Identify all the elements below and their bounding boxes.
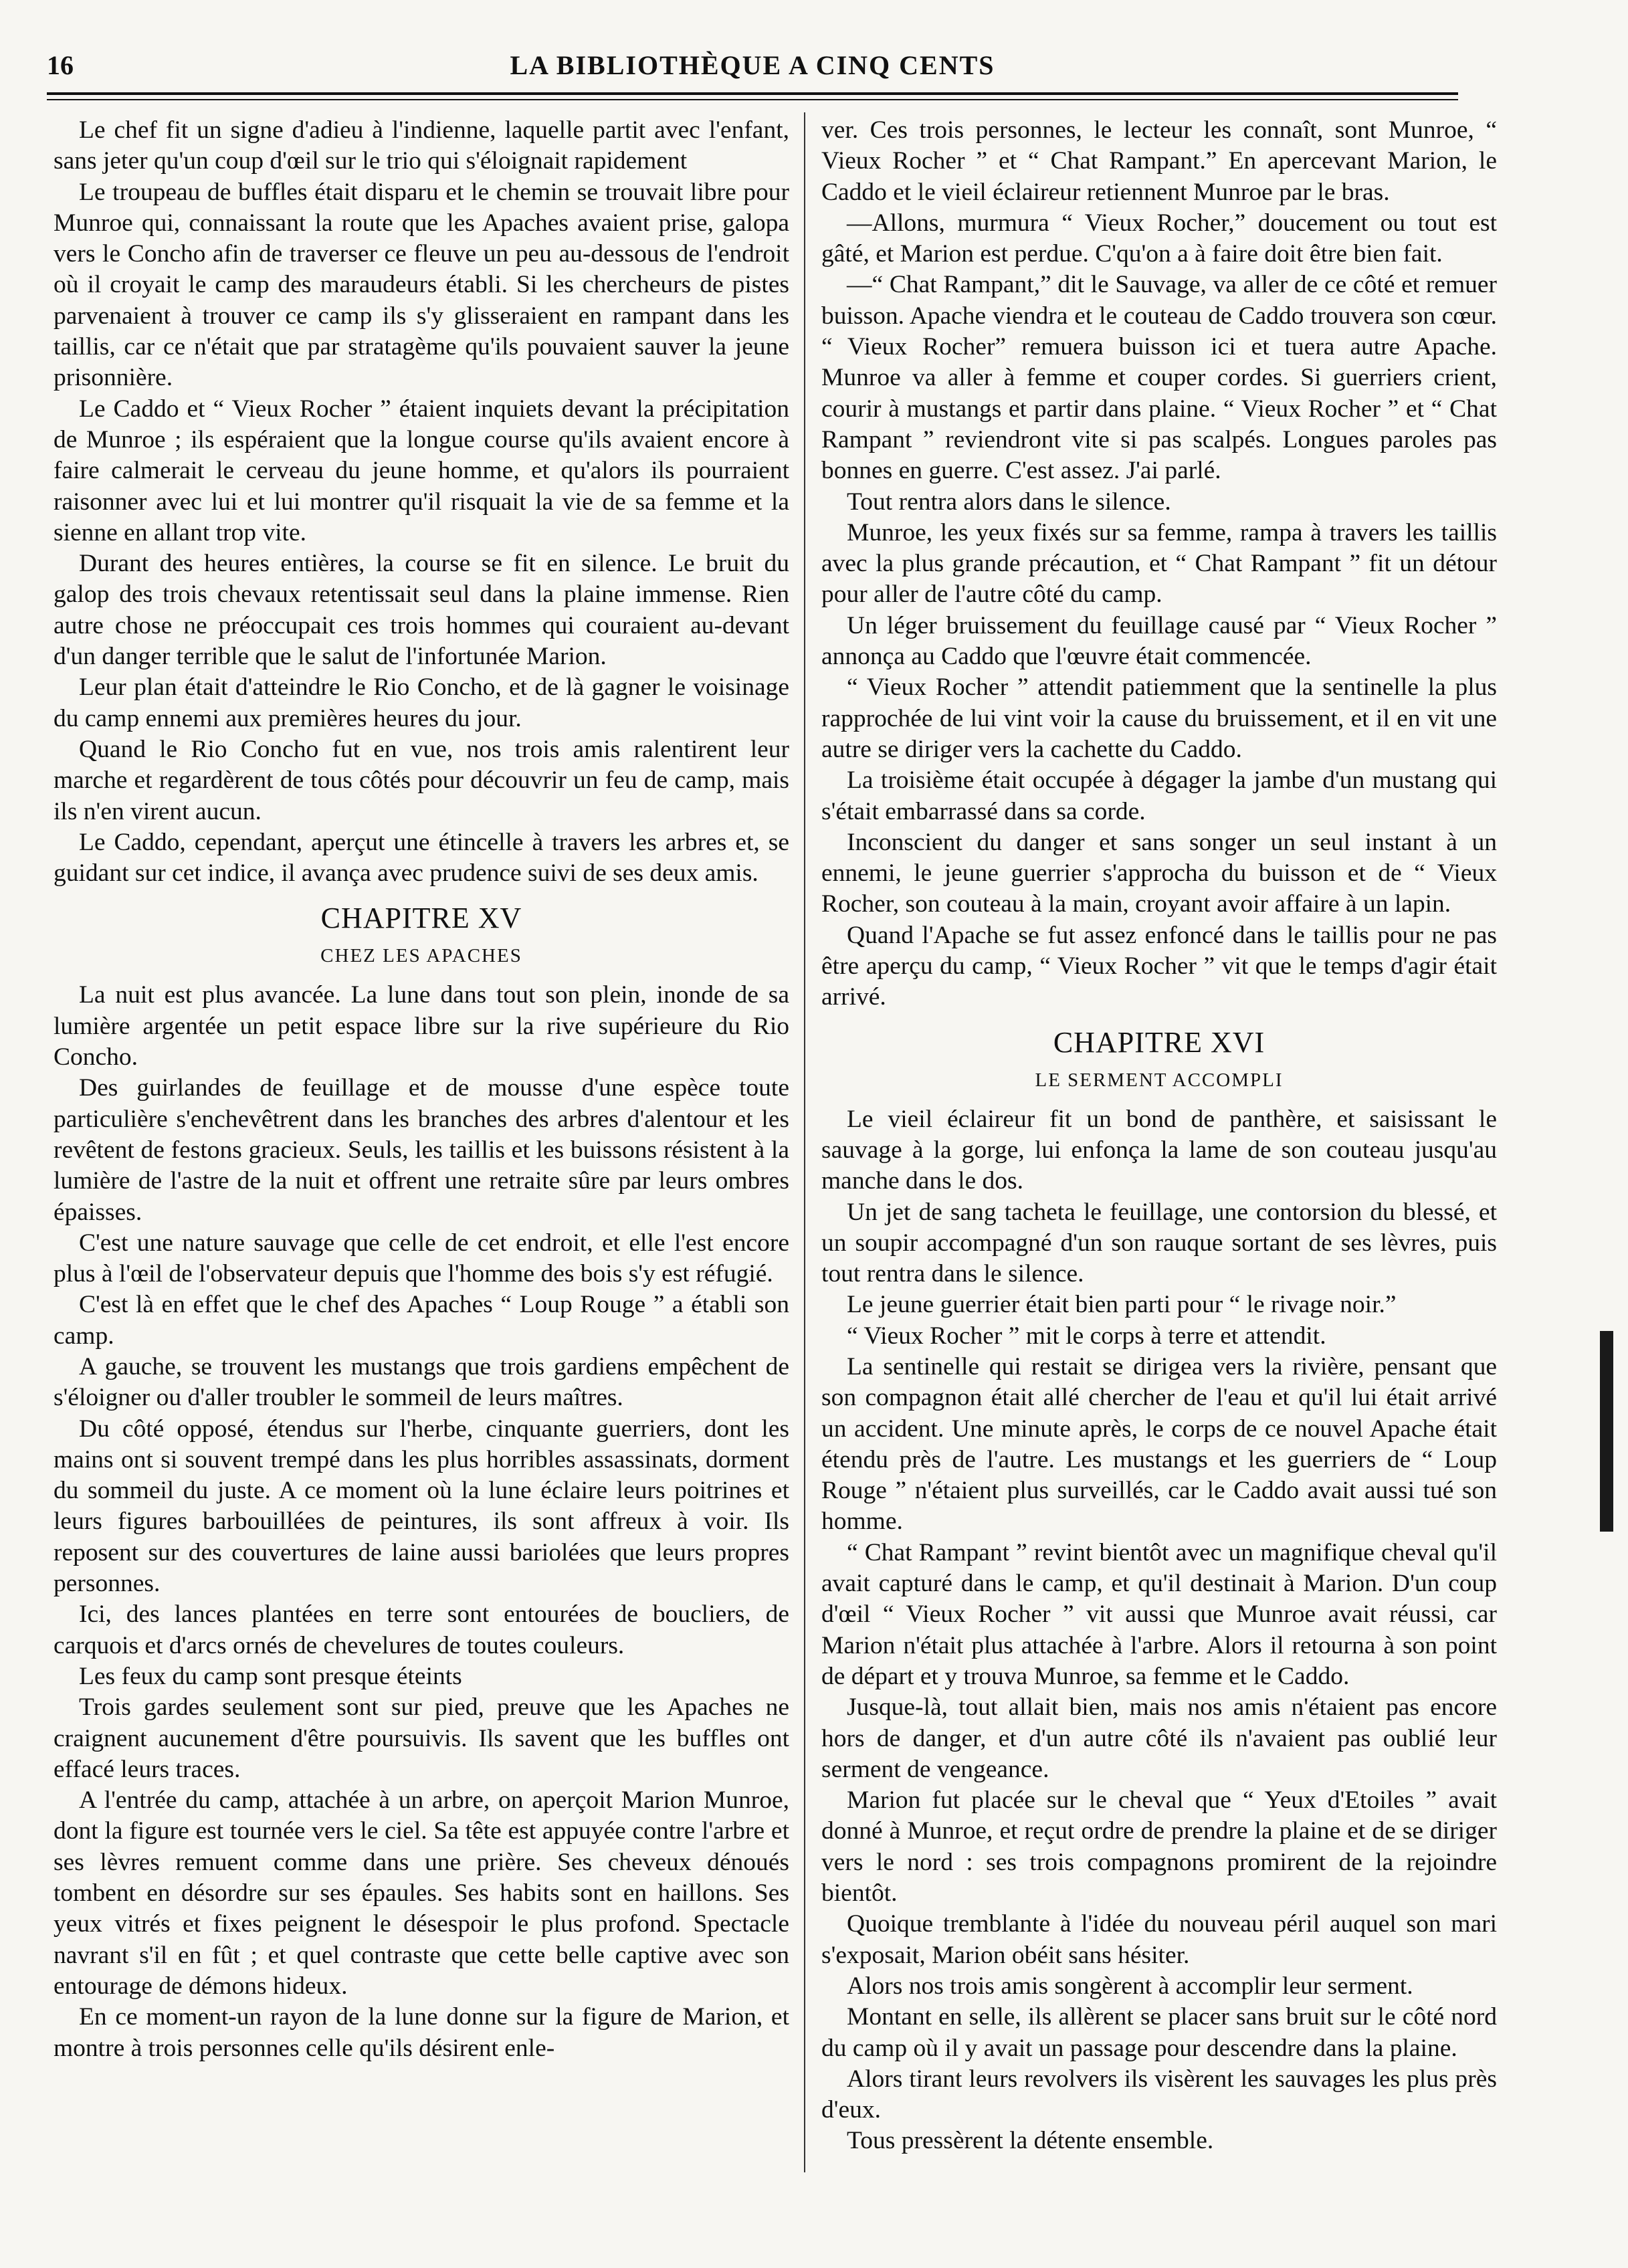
header-rule-thick: [47, 92, 1458, 95]
column-divider: [804, 112, 805, 2172]
paragraph: Le Caddo, cependant, aperçut une étincelle à travers les arbres et, se guidant sur cet indice, il avança avec prudence suivi de ses deux amis.: [54, 828, 789, 888]
paragraph: Ici, des lances plantées en terre sont entourées de boucliers, de carquois et d'arcs ornés de chevelures de toutes couleurs.: [54, 1601, 789, 1659]
page-number: 16: [47, 50, 74, 80]
paragraph: —“ Chat Rampant,” dit le Sauvage, va aller de ce côté et remuer buisson. Apache viendra et le couteau de Caddo trouvera son cœur. “ Vieux Rocher” remuera buisson ici et tuera autre Apache. Munroe va aller à femme et couper cordes. Si guerriers crient, courir à mustangs et partir dans plaine. “ Vieux Rocher ” et “ Chat Rampant ” reviendront vite si pas scalpés. Longues paroles pas bonnes en guerre. C'est assez. J'ai parlé.: [821, 271, 1497, 485]
paragraph: C'est là en effet que le chef des Apaches “ Loup Rouge ” a établi son camp.: [54, 1291, 789, 1350]
chapter-subtitle: CHEZ LES APACHES: [320, 945, 522, 967]
header-rule-thin: [47, 99, 1458, 100]
chapter-title: CHAPITRE XV: [320, 902, 522, 935]
paragraph: A gauche, se trouvent les mustangs que trois gardiens empêchent de s'éloigner ou d'aller troubler le sommeil de leurs maîtres.: [54, 1352, 789, 1412]
paragraph: Le chef fit un signe d'adieu à l'indienne, laquelle partit avec l'enfant, sans jeter qu'un coup d'œil sur le trio qui s'éloignait rapidement: [54, 116, 789, 175]
paragraph: Le troupeau de buffles était disparu et le chemin se trouvait libre pour Munroe qui, connaissant la route que les Apaches avaient prise, galopa vers le Concho afin de traverser ce fleuve un peu au-dessous de l'endroit où il croyait le camp des maraudeurs établi. Si les chercheurs de pistes parvenaient à trouver ce camp ils s'y glisseraient en rampant dans les taillis, car ce n'était que par stratagème qu'ils pouvaient sauver la jeune prisonnière.: [54, 178, 789, 392]
paragraph: La troisième était occupée à dégager la jambe d'un mustang qui s'était embarrassé dans sa corde.: [821, 766, 1497, 825]
paragraph: “ Chat Rampant ” revint bientôt avec un magnifique cheval qu'il avait capturé dans le camp, et qu'il destinait à Marion. D'un coup d'œil “ Vieux Rocher ” vit aussi que Munroe avait réussi, car Marion n'était plus attachée à l'arbre. Alors il retourna à son point de départ et y trouva Munroe, sa femme et le Caddo.: [821, 1538, 1497, 1690]
paragraph: Tout rentra alors dans le silence.: [847, 488, 1171, 516]
paragraph: A l'entrée du camp, attachée à un arbre, on aperçoit Marion Munroe, dont la figure est tournée vers le ciel. Sa tête est appuyée contre l'arbre et ses lèvres remuent comme dans une prière. Ses cheveux dénoués tombent en désordre sur ses épaules. Ses habits sont en haillons. Ses yeux vitrés et fixes peignent le désespoir le plus profond. Spectacle navrant s'il en fût ; et quel contraste que cette belle captive avec son entourage de démons hideux.: [54, 1786, 789, 2000]
left-column: [54, 115, 789, 2175]
paragraph: Le jeune guerrier était bien parti pour “ le rivage noir.”: [847, 1291, 1397, 1319]
paragraph: Du côté opposé, étendus sur l'herbe, cinquante guerriers, dont les mains ont si souvent trempé dans les plus horribles assassinats, dorment du sommeil du juste. A ce moment où la lune éclaire leurs poitrines et leurs figures barbouillées de peintures, ils sont affreux à voir. Ils reposent sur des couvertures de laine aussi bariolées que leurs propres personnes.: [54, 1415, 789, 1598]
paragraph: Marion fut placée sur le cheval que “ Yeux d'Etoiles ” avait donné à Munroe, et reçut ordre de prendre la plaine et de se diriger vers le nord : ses trois compagnons promirent de la rejoindre bientôt.: [821, 1786, 1497, 1908]
paragraph: Trois gardes seulement sont sur pied, preuve que les Apaches ne craignent aucunement d'être poursuivis. Ils savent que les buffles ont effacé leurs traces.: [54, 1693, 789, 1783]
paragraph: Le Caddo et “ Vieux Rocher ” étaient inquiets devant la précipitation de Munroe ; ils espéraient que la longue course qu'ils avaient encore à faire calmerait le cerveau du jeune homme, et qu'alors ils pourraient raisonner avec lui et lui montrer qu'il risquait la vie de sa femme et la sienne en allant trop vite.: [54, 395, 789, 546]
scan-edge-mark: [1600, 1331, 1613, 1532]
paragraph: —Allons, murmura “ Vieux Rocher,” doucement ou tout est gâté, et Marion est perdue. C'qu'on a à faire doit être bien fait.: [821, 209, 1497, 268]
paragraph: ver. Ces trois personnes, le lecteur les connaît, sont Munroe, “ Vieux Rocher ” et “ Chat Rampant.” En apercevant Marion, le Caddo et le vieil éclaireur retiennent Munroe par le bras.: [821, 116, 1497, 206]
paragraph: Un léger bruissement du feuillage causé par “ Vieux Rocher ” annonça au Caddo que l'œuvre était commencée.: [821, 611, 1497, 671]
paragraph: La nuit est plus avancée. La lune dans tout son plein, inonde de sa lumière argentée un petit espace libre sur la rive supérieure du Rio Concho.: [54, 981, 789, 1071]
paragraph: Le vieil éclaireur fit un bond de panthère, et saisissant le sauvage à la gorge, lui enfonça la lame de son couteau jusqu'au manche dans le dos.: [821, 1105, 1497, 1195]
paragraph: “ Vieux Rocher ” attendit patiemment que la sentinelle la plus rapprochée de lui vint voir la cause du bruissement, et il en vit une autre se diriger vers la cachette du Caddo.: [821, 674, 1497, 763]
paragraph: Jusque-là, tout allait bien, mais nos amis n'étaient pas encore hors de danger, et d'un autre côté ils n'avaient pas oublié leur serment de vengeance.: [821, 1693, 1497, 1783]
paragraph: Quand l'Apache se fut assez enfoncé dans le taillis pour ne pas être aperçu du camp, “ Vieux Rocher ” vit que le temps d'agir était arrivé.: [821, 921, 1497, 1011]
paragraph: Tous pressèrent la détente ensemble.: [847, 2127, 1214, 2155]
paragraph: “ Vieux Rocher ” mit le corps à terre et attendit.: [847, 1322, 1326, 1350]
paragraph: Quand le Rio Concho fut en vue, nos trois amis ralentirent leur marche et regardèrent de tous côtés pour découvrir un feu de camp, mais ils n'en virent aucun.: [54, 735, 789, 825]
paragraph: Leur plan était d'atteindre le Rio Concho, et de là gagner le voisinage du camp ennemi aux premières heures du jour.: [54, 674, 789, 732]
paragraph: Un jet de sang tacheta le feuillage, une contorsion du blessé, et un soupir accompagné d'un son rauque sortant de ses lèvres, puis tout rentra dans le silence.: [821, 1198, 1497, 1288]
chapter-subtitle: LE SERMENT ACCOMPLI: [1035, 1069, 1284, 1091]
paragraph: Alors tirant leurs revolvers ils visèrent les sauvages les plus près d'eux.: [821, 2065, 1497, 2124]
paragraph: C'est une nature sauvage que celle de cet endroit, et elle l'est encore plus à l'œil de l'observateur depuis que l'homme des bois s'y est réfugié.: [54, 1229, 789, 1288]
paragraph: En ce moment-un rayon de la lune donne sur la figure de Marion, et montre à trois personnes celle qu'ils désirent enle-: [54, 2003, 789, 2062]
paragraph: Alors nos trois amis songèrent à accomplir leur serment.: [847, 1972, 1413, 2000]
paragraph: Montant en selle, ils allèrent se placer sans bruit sur le côté nord du camp où il y avait un passage pour descendre dans la plaine.: [821, 2003, 1497, 2062]
page-header: [47, 47, 1458, 87]
paragraph: Quoique tremblante à l'idée du nouveau péril auquel son mari s'exposait, Marion obéit sans hésiter.: [821, 1910, 1497, 1969]
paragraph: Les feux du camp sont presque éteints: [79, 1662, 462, 1690]
running-title: LA BIBLIOTHÈQUE A CINQ CENTS: [510, 50, 995, 80]
paragraph: Des guirlandes de feuillage et de mousse d'une espèce toute particulière s'enchevêtrent dans les branches des arbres d'alentour et les revêtent de festons gracieux. Seuls, les taillis et les buissons résistent à la lumière de l'astre de la nuit et offrent une retraite sûre par leurs ombres épaisses.: [54, 1074, 789, 1226]
paragraph: La sentinelle qui restait se dirigea vers la rivière, pensant que son compagnon était allé chercher de l'eau et qu'il lui était arrivé un accident. Une minute après, le corps de ce nouvel Apache était étendu près de l'autre. Les mustangs et les guerriers de “ Loup Rouge ” n'étaient plus surveillés, car le Caddo avait aussi tué son homme.: [821, 1352, 1497, 1536]
paragraph: Inconscient du danger et sans songer un seul instant à un ennemi, le jeune guerrier s'approcha du buisson et de “ Vieux Rocher, son couteau à la main, croyant avoir affaire à un lapin.: [821, 828, 1497, 918]
paragraph: Durant des heures entières, la course se fit en silence. Le bruit du galop des trois chevaux retentissait seul dans la plaine immense. Rien autre chose ne préoccupait ces trois hommes qui couraient au-devant d'un danger terrible que le salut de l'infortunée Marion.: [54, 550, 789, 671]
right-column: [821, 115, 1497, 2175]
paragraph: Munroe, les yeux fixés sur sa femme, rampa à travers les taillis avec la plus grande précaution, et “ Chat Rampant ” fit un détour pour aller de l'autre côté du camp.: [821, 518, 1497, 609]
chapter-title: CHAPITRE XVI: [1053, 1025, 1265, 1059]
